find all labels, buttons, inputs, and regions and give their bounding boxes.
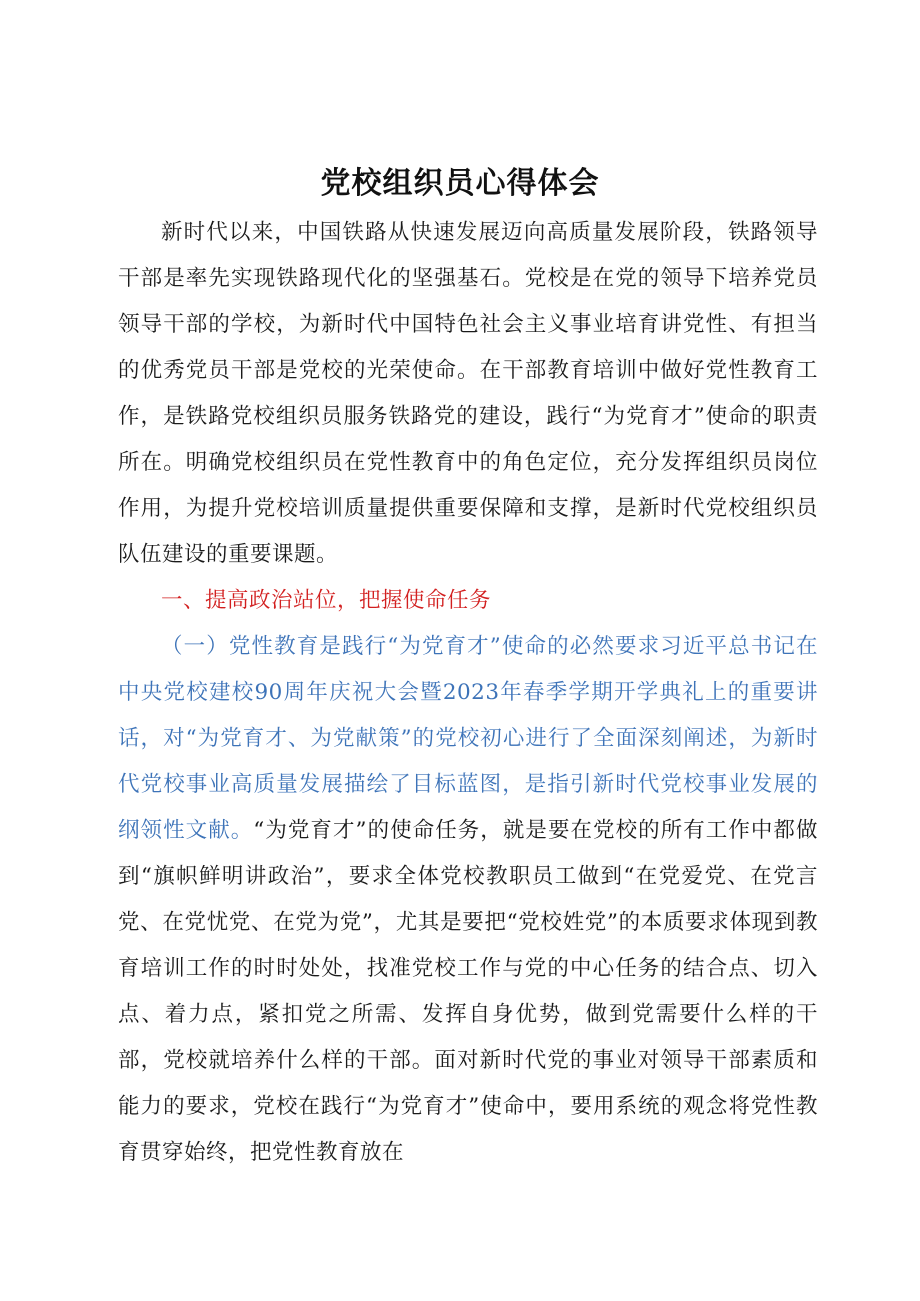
section-heading-1: 一、提高政治站位，把握使命任务 <box>161 588 492 613</box>
subsection-body-1: “为党育才”的使命任务，就是要在党校的所有工作中都做到“旗帜鲜明讲政治”，要求全体党校教职员工做到“在党爱党、在党言党、在党忧党、在党为党”，尤其是要把“党校姓党”的本质要求体现到教育培训工作的时时处处，找准党校工作与党的中心任务的结合点、切入点、着力点，紧扣党之所需、发挥自身优势，做到党需要什么样的干部，党校就培养什么样的干部。面对新时代党的事业对领导干部素质和能力的要求，党校在践行“为党育才”使命中，要用系统的观念将党性教育贯穿始终，把党性教育放在 <box>118 818 818 1165</box>
document-title: 党校组织员心得体会 <box>320 166 600 201</box>
subsection-heading-1: （一）党性教育是践行“为党育才”使命的必然要求习近平总书记在中央党校建校90周年庆祝大会暨2023年春季学期开学典礼上的重要讲话，对“为党育才、为党献策”的党校初心进行了全面深刻阐述，为新时代党校事业高质量发展描绘了目标蓝图，是指引新时代党校事业发展的纲领性文献。 <box>118 634 818 843</box>
document-body <box>118 210 818 1176</box>
subsection-paragraph-1 <box>118 624 818 1176</box>
intro-paragraph: 新时代以来，中国铁路从快速发展迈向高质量发展阶段，铁路领导干部是率先实现铁路现代化的坚强基石。党校是在党的领导下培养党员领导干部的学校，为新时代中国特色社会主义事业培育讲党性、有担当的优秀党员干部是党校的光荣使命。在干部教育培训中做好党性教育工作，是铁路党校组织员服务铁路党的建设，践行“为党育才”使命的职责所在。明确党校组织员在党性教育中的角色定位，充分发挥组织员岗位作用，为提升党校培训质量提供重要保障和支撑，是新时代党校组织员队伍建设的重要课题。 <box>118 220 818 567</box>
